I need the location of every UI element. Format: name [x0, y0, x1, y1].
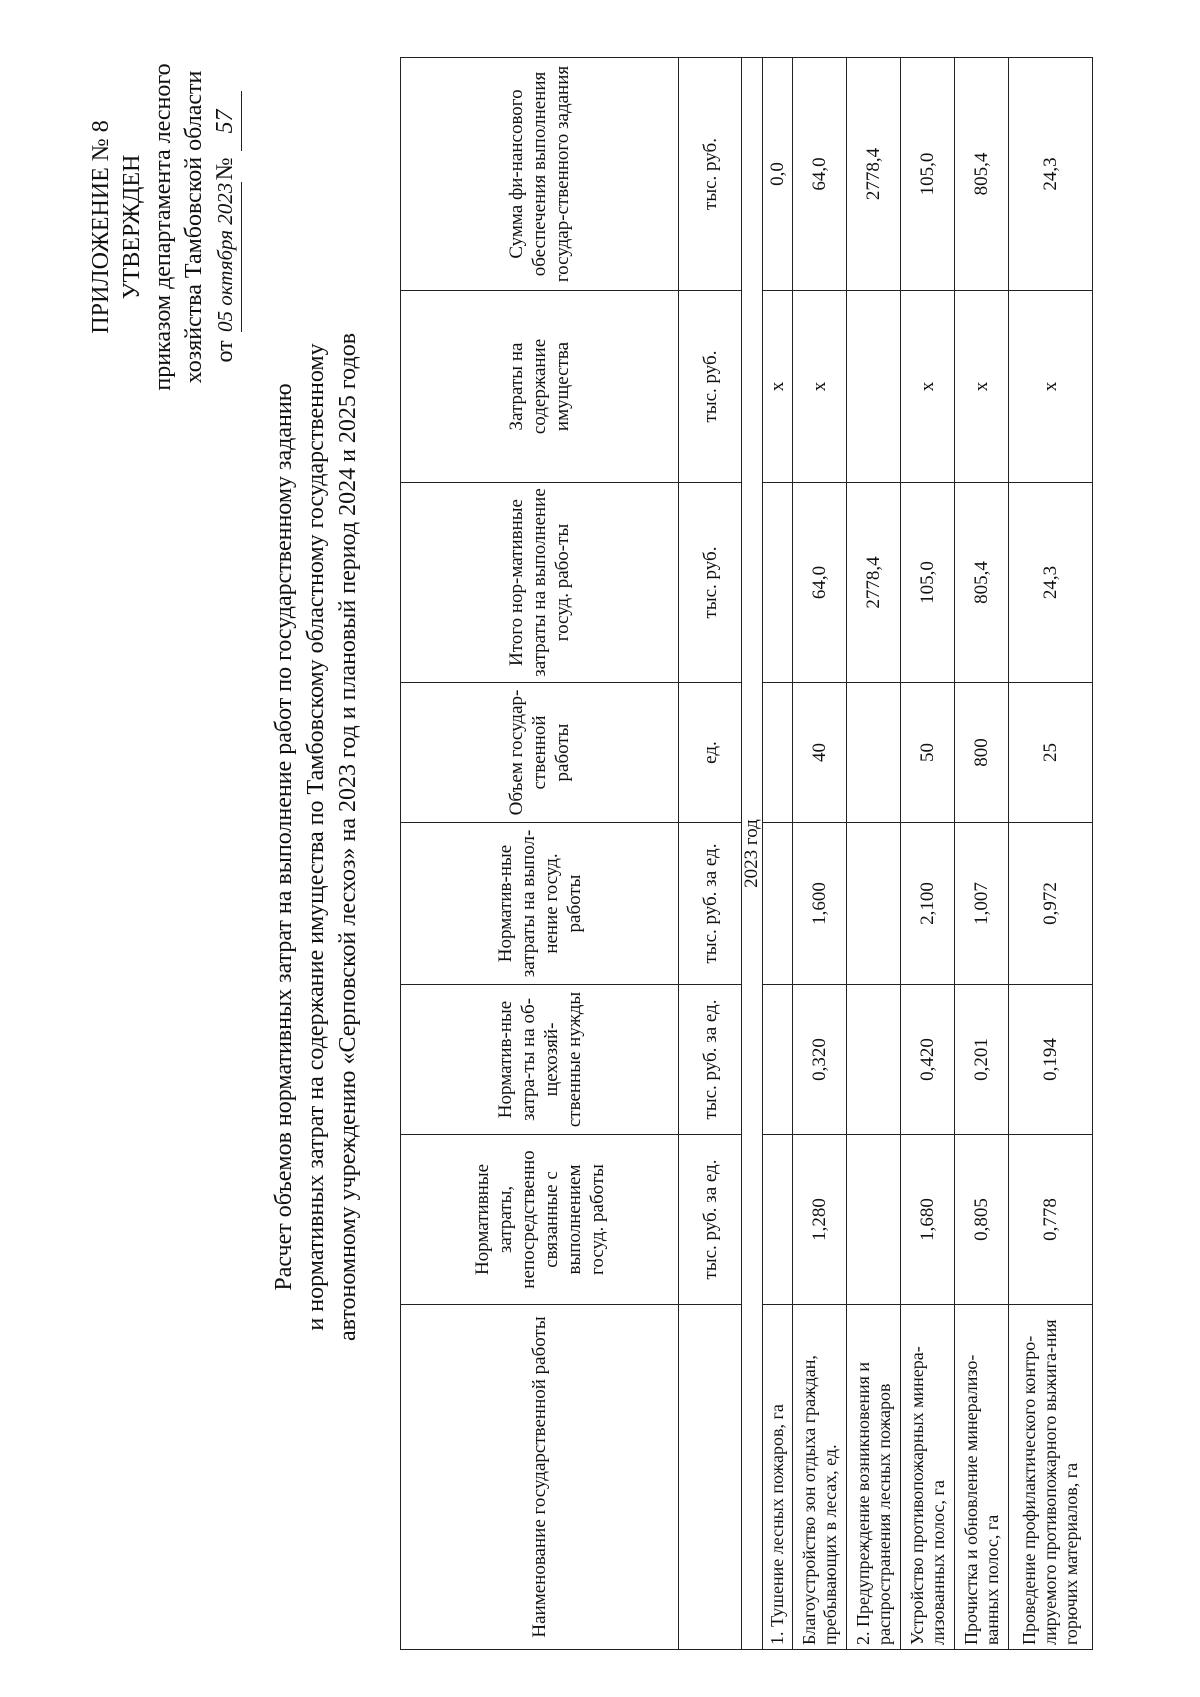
header-property-costs: Затраты на содержание имущества	[401, 291, 679, 483]
table-row	[793, 58, 847, 1650]
cell-total: 805,4	[955, 483, 1009, 683]
unit-cell: ед.	[679, 683, 742, 823]
title-line-2: и нормативных затрат на содержание имущества по Тамбовскому областному государственному	[303, 343, 329, 1331]
cell-overhead: 0,420	[901, 985, 955, 1135]
cell-financing: 64,0	[793, 58, 847, 291]
cell-overhead: 0,320	[793, 985, 847, 1135]
cell-normative	[847, 823, 901, 985]
cell-property: х	[763, 291, 793, 483]
row-name: Благоустройство зон отдыха граждан, пребывающих в лесах, ед.	[793, 1305, 847, 1650]
year-row	[742, 58, 763, 1650]
cell-financing: 0,0	[763, 58, 793, 291]
cell-normative: 2,100	[901, 823, 955, 985]
cost-table	[400, 57, 1093, 1650]
handwritten-date: 05 октября 2023	[210, 182, 242, 332]
cell-direct	[763, 1135, 793, 1305]
header-overhead-costs: Норматив-ные затра-ты на об-щехозяй-ственные нужды	[401, 985, 679, 1135]
header-work-name: Наименование государственной работы	[401, 1305, 679, 1650]
cell-financing: 2778,4	[847, 58, 901, 291]
header-total-costs: Итого нор-мативные затраты на выполнение госуд. рабо-ты	[401, 483, 679, 683]
title-line-1: Расчет объемов нормативных затрат на выполнение работ по государственному заданию	[271, 383, 297, 1291]
cell-volume: 40	[793, 683, 847, 823]
table-row	[763, 58, 793, 1650]
header-row	[401, 58, 679, 1650]
table-row	[901, 58, 955, 1650]
cell-volume: 50	[901, 683, 955, 823]
cell-total: 2778,4	[847, 483, 901, 683]
cell-total: 64,0	[793, 483, 847, 683]
header-work-volume: Объем государ-ственной работы	[401, 683, 679, 823]
cell-total: 24,3	[1009, 483, 1093, 683]
cell-direct: 1,280	[793, 1135, 847, 1305]
cell-financing: 24,3	[1009, 58, 1093, 291]
table-row	[847, 58, 901, 1650]
number-label: №	[212, 157, 238, 181]
unit-cell: тыс. руб.	[679, 58, 742, 291]
cell-overhead: 0,194	[1009, 985, 1093, 1135]
cell-volume	[763, 683, 793, 823]
unit-cell	[679, 1305, 742, 1650]
cell-total	[763, 483, 793, 683]
header-normative-costs: Норматив-ные затраты на выпол-нение госуд. работы	[401, 823, 679, 985]
cell-direct	[847, 1135, 901, 1305]
cell-property: х	[901, 291, 955, 483]
cell-property: х	[1009, 291, 1093, 483]
row-name: Прочистка и обновление минерализо-ванных полос, га	[955, 1305, 1009, 1650]
cell-normative: 0,972	[1009, 823, 1093, 985]
year-label: 2023 год	[742, 58, 763, 1650]
cell-volume: 25	[1009, 683, 1093, 823]
cell-direct: 0,805	[955, 1135, 1009, 1305]
unit-cell: тыс. руб. за ед.	[679, 823, 742, 985]
cell-financing: 105,0	[901, 58, 955, 291]
unit-cell: тыс. руб. за ед.	[679, 1135, 742, 1305]
cell-overhead	[847, 985, 901, 1135]
row-name: 2. Предупреждение возникновения и распространения лесных пожаров	[847, 1305, 901, 1650]
row-name: Проведение профилактического контро-лируемого противопожарного выжига-ния горючих материалов, га	[1009, 1305, 1093, 1650]
cell-financing: 805,4	[955, 58, 1009, 291]
cell-total: 105,0	[901, 483, 955, 683]
cell-direct: 0,778	[1009, 1135, 1093, 1305]
unit-cell: тыс. руб.	[679, 483, 742, 683]
from-label: от	[212, 340, 238, 363]
units-row	[679, 58, 742, 1650]
cell-overhead: 0,201	[955, 985, 1009, 1135]
header-financing-sum: Сумма фи-нансового обеспечения выполнения государ-ственного задания	[401, 58, 679, 291]
approval-stamp	[86, 47, 242, 407]
unit-cell: тыс. руб. за ед.	[679, 985, 742, 1135]
unit-cell: тыс. руб.	[679, 291, 742, 483]
cell-volume	[847, 683, 901, 823]
handwritten-number: 57	[210, 91, 242, 151]
cell-volume: 800	[955, 683, 1009, 823]
row-name: Устройство противопожарных минера-лизованных полос, га	[901, 1305, 955, 1650]
cell-direct: 1,680	[901, 1135, 955, 1305]
document-title	[268, 187, 364, 1487]
approval-date-line	[210, 47, 242, 407]
cell-normative: 1,600	[793, 823, 847, 985]
cell-property: х	[793, 291, 847, 483]
table-row	[1009, 58, 1093, 1650]
cell-property: х	[955, 291, 1009, 483]
approval-order-line: приказом департамента лесного	[150, 63, 176, 391]
table-row	[955, 58, 1009, 1650]
approved-label: УТВЕРЖДЕН	[119, 154, 145, 300]
cell-normative: 1,007	[955, 823, 1009, 985]
cell-property	[847, 291, 901, 483]
cell-overhead	[763, 985, 793, 1135]
title-line-3: автономному учреждению «Серповской лесхоз» на 2023 год и плановый период 2024 и 2025 годов	[335, 332, 361, 1342]
cell-normative	[763, 823, 793, 985]
appendix-number: ПРИЛОЖЕНИЕ № 8	[88, 120, 114, 334]
header-direct-costs: Нормативные затраты, непосредственно связанные с выполнением госуд. работы	[401, 1135, 679, 1305]
approval-org-line: хозяйства Тамбовской области	[181, 70, 207, 384]
row-name: 1. Тушение лесных пожаров, га	[763, 1305, 793, 1650]
